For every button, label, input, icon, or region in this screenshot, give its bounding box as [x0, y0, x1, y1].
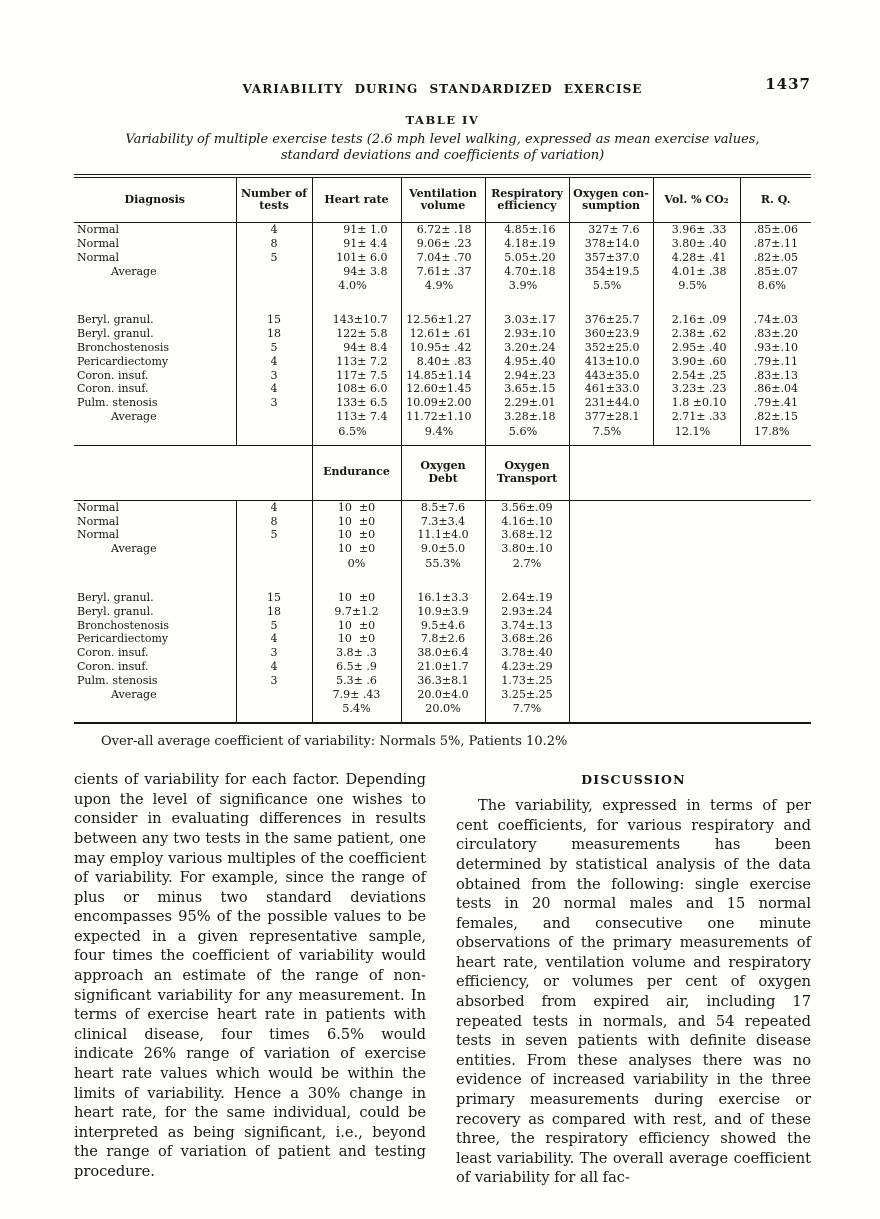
- value-cell: 3.78±.40: [485, 646, 569, 660]
- table-footnote: Over-all average coefficient of variability: Normals 5%, Patients 10.2%: [101, 734, 568, 750]
- value-cell: 7.3±3.4: [401, 514, 485, 528]
- table-row: [74, 701, 811, 723]
- tests-count-cell: [236, 424, 312, 446]
- value-cell: 3.8± .3: [312, 646, 401, 660]
- value-cell: .82±.05: [740, 251, 811, 265]
- value-cell: [485, 577, 569, 591]
- value-cell: 36.3±8.1: [401, 674, 485, 688]
- empty-cell: [569, 618, 811, 632]
- value-cell: 1.73±.25: [485, 674, 569, 688]
- table-row: [74, 341, 811, 355]
- empty-cell: [569, 701, 811, 723]
- value-cell: [653, 299, 740, 313]
- value-cell: 133± 6.5: [312, 396, 401, 410]
- empty-cell: [569, 632, 811, 646]
- tests-count-cell: [236, 542, 312, 556]
- tests-count-cell: [236, 299, 312, 313]
- value-cell: 20.0±4.0: [401, 687, 485, 701]
- value-cell: 3.80±.10: [485, 542, 569, 556]
- value-cell: 5.4%: [312, 701, 401, 723]
- value-cell: 2.54± .25: [653, 368, 740, 382]
- value-cell: 3.03±.17: [485, 313, 569, 327]
- tests-count-cell: 5: [236, 251, 312, 265]
- value-cell: 10 ±0: [312, 514, 401, 528]
- column-header-heart-rate: Heart rate: [312, 176, 401, 223]
- value-cell: 4.70±.18: [485, 264, 569, 278]
- empty-cell: [569, 674, 811, 688]
- value-cell: 8.40± .83: [401, 355, 485, 369]
- value-cell: 11.1±4.0: [401, 528, 485, 542]
- value-cell: 16.1±3.3: [401, 591, 485, 605]
- diagnosis-cell: Pericardiectomy: [77, 354, 169, 368]
- table-row: [74, 251, 811, 265]
- value-cell: 117± 7.5: [312, 368, 401, 382]
- diagnosis-cell: Normal: [77, 514, 120, 528]
- tests-count-cell: 8: [236, 237, 312, 251]
- value-cell: .86±.04: [740, 382, 811, 396]
- tests-count-cell: 5: [236, 528, 312, 542]
- diagnosis-cell: Average: [111, 410, 157, 424]
- tests-count-cell: [236, 687, 312, 701]
- value-cell: 143±10.7: [312, 313, 401, 327]
- value-cell: [401, 299, 485, 313]
- diagnosis-cell: [74, 278, 236, 299]
- value-cell: 4.18±.19: [485, 237, 569, 251]
- value-cell: 3.68±.12: [485, 528, 569, 542]
- value-cell: .85±.07: [740, 264, 811, 278]
- table-row: [74, 632, 811, 646]
- value-cell: 4.01± .38: [653, 264, 740, 278]
- empty-cell: [569, 591, 811, 605]
- table-row: [74, 556, 811, 577]
- diagnosis-cell: [74, 299, 236, 313]
- value-cell: 2.93±.10: [485, 327, 569, 341]
- value-cell: .79±.11: [740, 355, 811, 369]
- diagnosis-cell: [74, 701, 236, 723]
- column-header-ventilation-volume: Ventilation volume: [401, 176, 485, 223]
- value-cell: 8.6%: [740, 278, 811, 299]
- value-cell: 8.5±7.6: [401, 500, 485, 514]
- table-row: [74, 264, 811, 278]
- value-cell: 3.25±.25: [485, 687, 569, 701]
- value-cell: 4.16±.10: [485, 514, 569, 528]
- running-head-title: VARIABILITY DURING STANDARDIZED EXERCISE: [242, 82, 643, 96]
- value-cell: 7.9± .43: [312, 687, 401, 701]
- value-cell: 413±10.0: [569, 355, 653, 369]
- value-cell: 12.60±1.45: [401, 382, 485, 396]
- value-cell: 122± 5.8: [312, 327, 401, 341]
- value-cell: 9.4%: [401, 424, 485, 446]
- page-content: [74, 0, 811, 1188]
- tests-count-cell: 4: [236, 382, 312, 396]
- diagnosis-cell: Normal: [77, 528, 120, 542]
- value-cell: 3.23± .23: [653, 382, 740, 396]
- value-cell: .82±.15: [740, 410, 811, 424]
- table-row: [74, 591, 811, 605]
- value-cell: .83±.20: [740, 327, 811, 341]
- value-cell: 5.3± .6: [312, 674, 401, 688]
- tests-count-cell: 15: [236, 591, 312, 605]
- value-cell: 4.0%: [312, 278, 401, 299]
- value-cell: 7.8±2.6: [401, 632, 485, 646]
- empty-cell: [569, 500, 811, 514]
- exercise-table-part-2: [74, 446, 811, 725]
- value-cell: 2.38± .62: [653, 327, 740, 341]
- table-row: [74, 278, 811, 299]
- diagnosis-cell: Normal: [77, 223, 120, 237]
- value-cell: 113± 7.4: [312, 410, 401, 424]
- value-cell: 9.5%: [653, 278, 740, 299]
- value-cell: [569, 299, 653, 313]
- tests-count-cell: [236, 701, 312, 723]
- value-cell: 3.28±.18: [485, 410, 569, 424]
- empty-cell: [569, 528, 811, 542]
- column-header-endurance: Endurance: [312, 446, 401, 501]
- value-cell: 1.8 ±0.10: [653, 396, 740, 410]
- empty-cell: [569, 605, 811, 619]
- value-cell: 3.20±.24: [485, 341, 569, 355]
- value-cell: 3.74±.13: [485, 618, 569, 632]
- body-paragraph-right: The variability, expressed in terms of per cent coefficients, for various respiratory and circulatory measurements has been determined by statistical analysis of the data obtained from the following: single exercise tests in 20 normal males and 15 normal females, and consecutive one minute observations of the primary measurements of heart rate, ventilation volume and respiratory efficiency, or volumes per cent of oxygen absorbed from expired air, including 17 repeated tests in normals, and 54 repeated tests in seven patients with definite disease entities. From these analyses there was no evidence of increased variability in the three primary measurements during exercise or recovery as compared with rest, and of these three, the respiratory efficiency showed the least variability. The overall average coefficient of variability for all fac-: [456, 797, 811, 1187]
- value-cell: 6.5%: [312, 424, 401, 446]
- value-cell: 10.95± .42: [401, 341, 485, 355]
- value-cell: 113± 7.2: [312, 355, 401, 369]
- column-header-rq: R. Q.: [740, 176, 811, 223]
- table-row: [74, 660, 811, 674]
- value-cell: 55.3%: [401, 556, 485, 577]
- value-cell: 2.93±.24: [485, 605, 569, 619]
- table-row: [74, 410, 811, 424]
- value-cell: 10 ±0: [312, 618, 401, 632]
- value-cell: 9.06± .23: [401, 237, 485, 251]
- tests-count-cell: 15: [236, 313, 312, 327]
- spacer-row: [74, 299, 811, 313]
- empty-cell: [569, 542, 811, 556]
- discussion-heading: DISCUSSION: [581, 772, 686, 788]
- table-row: [74, 396, 811, 410]
- exercise-table-part-1: [74, 174, 811, 446]
- tests-count-cell: 3: [236, 674, 312, 688]
- diagnosis-cell: Normal: [77, 237, 120, 251]
- tests-count-cell: [236, 577, 312, 591]
- diagnosis-cell: Pericardiectomy: [77, 632, 169, 646]
- value-cell: 7.5%: [569, 424, 653, 446]
- empty-cell: [569, 687, 811, 701]
- value-cell: 354±19.5: [569, 264, 653, 278]
- value-cell: 360±23.9: [569, 327, 653, 341]
- value-cell: 101± 6.0: [312, 251, 401, 265]
- empty-cell: [569, 514, 811, 528]
- value-cell: 3.68±.26: [485, 632, 569, 646]
- value-cell: .74±.03: [740, 313, 811, 327]
- table-label: TABLE IV: [405, 113, 480, 127]
- running-head: [74, 75, 811, 96]
- table-row: [74, 355, 811, 369]
- table-row: [74, 687, 811, 701]
- diagnosis-cell: Average: [111, 687, 157, 701]
- value-cell: 38.0±6.4: [401, 646, 485, 660]
- diagnosis-cell: Coron. insuf.: [77, 382, 149, 396]
- diagnosis-cell: Beryl. granul.: [77, 327, 154, 341]
- table-caption: [74, 132, 811, 163]
- table-row: [74, 618, 811, 632]
- value-cell: 10.9±3.9: [401, 605, 485, 619]
- value-cell: 9.5±4.6: [401, 618, 485, 632]
- value-cell: 94± 8.4: [312, 341, 401, 355]
- value-cell: 7.7%: [485, 701, 569, 723]
- value-cell: [401, 577, 485, 591]
- value-cell: 10 ±0: [312, 632, 401, 646]
- value-cell: 327± 7.6: [569, 223, 653, 237]
- diagnosis-cell: Average: [111, 264, 157, 278]
- table-header-row-2: [74, 446, 811, 501]
- table-row: [74, 500, 811, 514]
- tests-count-cell: [236, 278, 312, 299]
- value-cell: [485, 299, 569, 313]
- value-cell: 5.5%: [569, 278, 653, 299]
- table-row: [74, 514, 811, 528]
- table-row: [74, 368, 811, 382]
- value-cell: 2.95± .40: [653, 341, 740, 355]
- table-row: [74, 313, 811, 327]
- value-cell: 4.9%: [401, 278, 485, 299]
- left-column: [74, 770, 426, 1188]
- value-cell: 9.0±5.0: [401, 542, 485, 556]
- tests-count-cell: 4: [236, 500, 312, 514]
- value-cell: 3.65±.15: [485, 382, 569, 396]
- table-header-row: [74, 176, 811, 223]
- tests-count-cell: 5: [236, 341, 312, 355]
- value-cell: 6.72± .18: [401, 223, 485, 237]
- value-cell: 6.5± .9: [312, 660, 401, 674]
- value-cell: 91± 1.0: [312, 223, 401, 237]
- value-cell: 2.7%: [485, 556, 569, 577]
- table-row: [74, 237, 811, 251]
- empty-cell: [569, 577, 811, 591]
- value-cell: 10 ±0: [312, 542, 401, 556]
- table-caption-line-2: standard deviations and coefficients of variation): [280, 147, 605, 163]
- value-cell: 3.96± .33: [653, 223, 740, 237]
- empty-cell: [569, 660, 811, 674]
- value-cell: 2.64±.19: [485, 591, 569, 605]
- value-cell: 12.1%: [653, 424, 740, 446]
- tests-count-cell: [236, 410, 312, 424]
- value-cell: 12.61± .61: [401, 327, 485, 341]
- diagnosis-cell: Bronchostenosis: [77, 341, 170, 355]
- body-paragraph-left: cients of variability for each factor. Depending upon the level of significance one wishes to consider in evaluating differences in results between any two tests in the same patient, one may employ various multiples of the coefficient of variability. For example, since the range of plus or minus two standard deviations encompasses 95% of the possible values to be expected in a given representative sample, four times the coefficient of variability would approach an estimate of the range of non-significant variability for any measurement. In terms of exercise heart rate in patients with clinical disease, four times 6.5% would indicate 26% range of variation of exercise heart rate values which would be within the limits of variability. Hence a 30% change in heart rate, for the same individual, could be interpreted as being significant, i.e., beyond the range of variation of patient and testing procedure.: [74, 771, 426, 1180]
- table-body-part-2: [74, 500, 811, 723]
- table-row: [74, 542, 811, 556]
- value-cell: 10 ±0: [312, 528, 401, 542]
- value-cell: 378±14.0: [569, 237, 653, 251]
- diagnosis-cell: [74, 556, 236, 577]
- value-cell: 7.61± .37: [401, 264, 485, 278]
- tests-count-cell: [236, 556, 312, 577]
- value-cell: .87±.11: [740, 237, 811, 251]
- page-number: 1437: [765, 75, 811, 93]
- value-cell: 2.71± .33: [653, 410, 740, 424]
- value-cell: 12.56±1.27: [401, 313, 485, 327]
- tests-count-cell: [236, 264, 312, 278]
- value-cell: .83±.13: [740, 368, 811, 382]
- value-cell: .93±.10: [740, 341, 811, 355]
- empty-header-cell: [569, 446, 811, 501]
- value-cell: 21.0±1.7: [401, 660, 485, 674]
- value-cell: 352±25.0: [569, 341, 653, 355]
- tests-count-cell: 8: [236, 514, 312, 528]
- value-cell: 3.80± .40: [653, 237, 740, 251]
- empty-cell: [569, 646, 811, 660]
- table-row: [74, 674, 811, 688]
- value-cell: 2.94±.23: [485, 368, 569, 382]
- table-row: [74, 646, 811, 660]
- table-body-part-1: [74, 223, 811, 446]
- tests-count-cell: 3: [236, 396, 312, 410]
- column-header-number-of-tests: Number of tests: [236, 176, 312, 223]
- value-cell: .85±.06: [740, 223, 811, 237]
- diagnosis-cell: Pulm. stenosis: [77, 396, 158, 410]
- diagnosis-cell: [74, 424, 236, 446]
- value-cell: 2.29±.01: [485, 396, 569, 410]
- value-cell: 5.6%: [485, 424, 569, 446]
- tests-count-cell: 18: [236, 327, 312, 341]
- tests-count-cell: 18: [236, 605, 312, 619]
- diagnosis-cell: Beryl. granul.: [77, 591, 154, 605]
- value-cell: 377±28.1: [569, 410, 653, 424]
- diagnosis-cell: Pulm. stenosis: [77, 673, 158, 687]
- table-row: [74, 223, 811, 237]
- table-row: [74, 528, 811, 542]
- value-cell: 20.0%: [401, 701, 485, 723]
- diagnosis-cell: Normal: [77, 250, 120, 264]
- value-cell: 5.05±.20: [485, 251, 569, 265]
- diagnosis-cell: Beryl. granul.: [77, 313, 154, 327]
- value-cell: 10.09±2.00: [401, 396, 485, 410]
- value-cell: 461±33.0: [569, 382, 653, 396]
- column-header-oxygen-debt: Oxygen Debt: [401, 446, 485, 501]
- value-cell: 2.16± .09: [653, 313, 740, 327]
- value-cell: 108± 6.0: [312, 382, 401, 396]
- value-cell: 17.8%: [740, 424, 811, 446]
- diagnosis-cell: Bronchostenosis: [77, 618, 170, 632]
- value-cell: 357±37.0: [569, 251, 653, 265]
- column-header-vol-co2: Vol. % CO₂: [653, 176, 740, 223]
- value-cell: [312, 299, 401, 313]
- value-cell: 4.23±.29: [485, 660, 569, 674]
- table-row: [74, 424, 811, 446]
- table-row: [74, 327, 811, 341]
- diagnosis-cell: Coron. insuf.: [77, 660, 149, 674]
- value-cell: [312, 577, 401, 591]
- empty-header-cell: [74, 446, 312, 501]
- column-header-diagnosis: Diagnosis: [74, 176, 236, 223]
- column-header-oxygen-transport: Oxygen Transport: [485, 446, 569, 501]
- value-cell: 231±44.0: [569, 396, 653, 410]
- right-column: [456, 770, 811, 1188]
- value-cell: 443±35.0: [569, 368, 653, 382]
- value-cell: 4.95±.40: [485, 355, 569, 369]
- value-cell: 11.72±1.10: [401, 410, 485, 424]
- diagnosis-cell: Beryl. granul.: [77, 604, 154, 618]
- tests-count-cell: 5: [236, 618, 312, 632]
- tests-count-cell: 4: [236, 355, 312, 369]
- value-cell: 3.9%: [485, 278, 569, 299]
- diagnosis-cell: Coron. insuf.: [77, 368, 149, 382]
- value-cell: [740, 299, 811, 313]
- tests-count-cell: 3: [236, 646, 312, 660]
- value-cell: 7.04± .70: [401, 251, 485, 265]
- value-cell: 4.28± .41: [653, 251, 740, 265]
- value-cell: 4.85±.16: [485, 223, 569, 237]
- value-cell: 14.85±1.14: [401, 368, 485, 382]
- tests-count-cell: 4: [236, 660, 312, 674]
- table-row: [74, 605, 811, 619]
- value-cell: 10 ±0: [312, 591, 401, 605]
- diagnosis-cell: Average: [111, 542, 157, 556]
- column-header-oxygen-consumption: Oxygen con-sumption: [569, 176, 653, 223]
- value-cell: 91± 4.4: [312, 237, 401, 251]
- table-caption-line-1: Variability of multiple exercise tests (2.6 mph level walking, expressed as mean exercise values,: [125, 132, 760, 147]
- diagnosis-cell: Normal: [77, 500, 120, 514]
- value-cell: 0%: [312, 556, 401, 577]
- spacer-row: [74, 577, 811, 591]
- tests-count-cell: 4: [236, 632, 312, 646]
- table-row: [74, 382, 811, 396]
- diagnosis-cell: [74, 577, 236, 591]
- diagnosis-cell: Coron. insuf.: [77, 646, 149, 660]
- empty-cell: [569, 556, 811, 577]
- value-cell: .79±.41: [740, 396, 811, 410]
- tests-count-cell: 4: [236, 223, 312, 237]
- value-cell: 10 ±0: [312, 500, 401, 514]
- article-body: [74, 770, 811, 1188]
- value-cell: 9.7±1.2: [312, 605, 401, 619]
- tests-count-cell: 3: [236, 368, 312, 382]
- value-cell: 3.56±.09: [485, 500, 569, 514]
- value-cell: 94± 3.8: [312, 264, 401, 278]
- column-header-respiratory-efficiency: Respiratory efficiency: [485, 176, 569, 223]
- value-cell: 3.90± .60: [653, 355, 740, 369]
- value-cell: 376±25.7: [569, 313, 653, 327]
